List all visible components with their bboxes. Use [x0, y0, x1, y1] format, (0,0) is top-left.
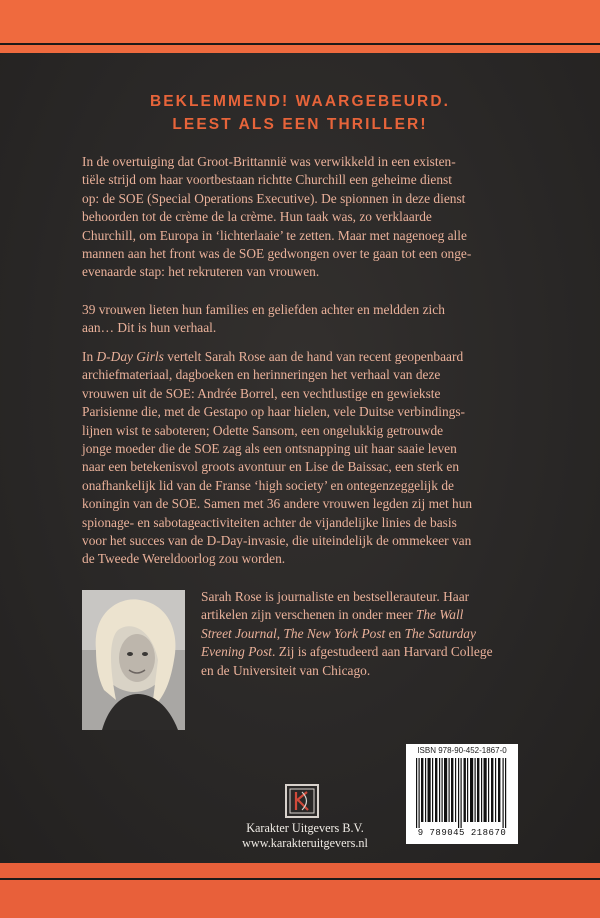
- summary-paragraph-2: [82, 301, 522, 338]
- text-line: koningin van de SOE. Samen met 36 andere vrouwen legden zij met hun: [82, 496, 473, 512]
- text-line: 39 vrouwen lieten hun families en geliefden achter en meldden zich: [82, 302, 445, 317]
- text-line: Parisienne die, met de Gestapo op haar hielen, vele Duitse verbindings-: [82, 404, 466, 420]
- text-line: evenaarde stap: het rekruteren van vrouwen.: [82, 264, 320, 280]
- publisher-logo: [285, 784, 319, 818]
- text-line: aan… Dit is hun verhaal.: [82, 320, 217, 336]
- publication-title: The New York Post: [283, 625, 386, 641]
- text-line: vrouwen uit de SOE: Andrée Borrel, een vechtlustige en gewiekste: [82, 385, 441, 401]
- author-photo: [82, 590, 185, 730]
- text-line: en de Universiteit van Chicago.: [201, 662, 371, 678]
- text-line: In de overtuiging dat Groot-Brittannië was verwikkeld in een existen-: [82, 154, 456, 169]
- publication-title: The Wall: [415, 607, 464, 623]
- text-line: archiefmateriaal, dagboeken en herinneringen het verhaal van deze: [82, 367, 441, 383]
- top-border-band: [0, 0, 600, 53]
- author-portrait-image: [82, 590, 185, 730]
- text-run: In: [82, 349, 97, 364]
- text-line: jonge moeder die de SOE zag als een ontsnapping uit haar saaie leven: [82, 441, 457, 457]
- isbn-label: ISBN 978-90-452-1867-0: [417, 746, 507, 755]
- barcode-bars: [414, 758, 510, 828]
- publication-title: Evening Post: [201, 644, 273, 660]
- publisher-info: [220, 821, 390, 851]
- text-line: Sarah Rose is journaliste en bestsellerauteur. Haar: [201, 589, 470, 604]
- barcode-digits: 9 789045 218670: [417, 828, 507, 838]
- text-line: spionage- en sabotageactiviteiten achter de vijandelijke linies de basis: [82, 514, 457, 530]
- summary-paragraph-3: [82, 348, 522, 569]
- text-line: mannen aan het front was de SOE gedwongen over te gaan tot een onge-: [82, 246, 472, 262]
- text-run: en: [385, 625, 405, 641]
- text-line: op: de SOE (Special Operations Executive). De spionnen in deze dienst: [82, 190, 466, 206]
- text-line: [201, 606, 531, 624]
- barcode: [406, 744, 518, 844]
- book-title: D-Day Girls: [96, 349, 164, 364]
- text-line: [201, 625, 531, 643]
- text-line: naar een betekenisvol groots avontuur en Lise de Baissac, een sterk en: [82, 459, 460, 475]
- text-run: vertelt Sarah Rose aan de hand van recent geopenbaard: [163, 349, 464, 364]
- publisher-name: Karakter Uitgevers B.V.: [246, 821, 364, 835]
- author-bio: [201, 588, 531, 680]
- top-border-line: [0, 43, 600, 45]
- text-line: Churchill, om Europa in ‘lichterlaaie’ te zetten. Maar met nagenoeg alle: [82, 227, 467, 243]
- text-run: artikelen zijn verschenen in onder meer: [201, 607, 416, 623]
- text-line: voor het succes van de D-Day-invasie, die uiteindelijk de ommekeer van: [82, 533, 472, 549]
- publication-title: The Saturday: [404, 625, 476, 641]
- text-line: behoorden tot de crème de la crème. Hun taak was, zo verklaarde: [82, 209, 432, 225]
- text-line: lijnen wist te saboteren; Odette Sansom, een ongelukkig getrouwde: [82, 422, 444, 438]
- publisher-url: www.karakteruitgevers.nl: [242, 836, 368, 850]
- text-line: onafhankelijk lid van de Franse ‘high society’ en ontegenzeggelijk de: [82, 477, 454, 493]
- text-line: de Tweede Wereldoorlog zou worden.: [82, 551, 286, 567]
- text-line: [201, 643, 531, 661]
- tagline: [0, 90, 600, 136]
- text-run: . Zij is afgestudeerd aan Harvard College: [272, 644, 493, 660]
- text-line: tiële strijd om haar voortbestaan richtte Churchill een geheime dienst: [82, 172, 452, 188]
- text-line: [82, 348, 522, 366]
- tagline-line-1: BEKLEMMEND! WAARGEBEURD.: [149, 93, 451, 110]
- text-run: ,: [276, 625, 284, 641]
- bottom-border-line: [0, 878, 600, 880]
- tagline-line-2: LEEST ALS EEN THRILLER!: [172, 116, 428, 133]
- publication-title: Street Journal: [201, 625, 277, 641]
- publisher-logo-icon: [287, 786, 317, 816]
- summary-paragraph-1: [82, 153, 522, 282]
